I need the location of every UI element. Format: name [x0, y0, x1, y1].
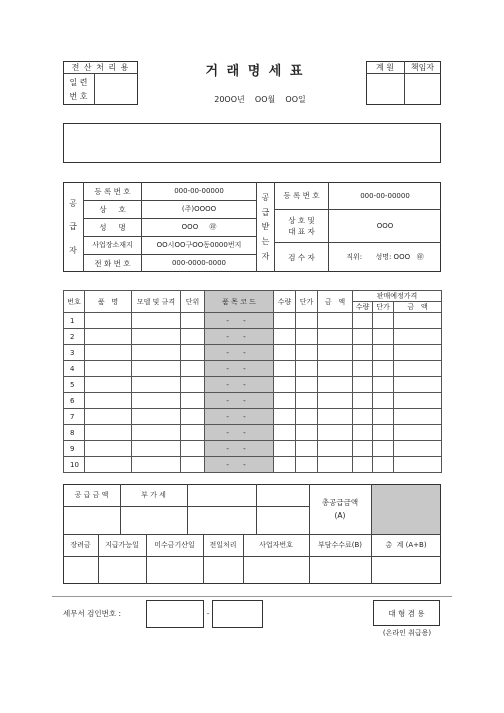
item-name-cell[interactable]	[85, 345, 132, 361]
qty-cell[interactable]	[274, 457, 296, 473]
approval-manager-sign[interactable]	[405, 74, 440, 104]
qty-cell[interactable]	[274, 313, 296, 329]
receiver-reg-value[interactable]: 000-00-00000	[360, 191, 410, 200]
item-name-cell[interactable]	[85, 409, 132, 425]
model-cell[interactable]	[132, 377, 181, 393]
receiver-side-char: 는	[261, 237, 270, 247]
model-cell[interactable]	[132, 313, 181, 329]
price-cell[interactable]	[296, 345, 318, 361]
amount-cell[interactable]	[318, 441, 353, 457]
supply-amount-value[interactable]	[64, 507, 187, 534]
planned-qty-cell[interactable]	[353, 329, 373, 345]
supplier-address-label: 사업장소재지	[92, 241, 133, 249]
header-no: 번호	[64, 291, 85, 313]
serial-number-label: 일 련 번 호	[69, 77, 88, 101]
receiver-side-char: 급	[261, 207, 270, 217]
online-use-label: (온라인 취급용)	[382, 629, 432, 637]
item-code-cell[interactable]: - -	[205, 409, 274, 425]
receiver-side-char: 자	[261, 252, 270, 262]
grand-total-label: 총 계 (A+B)	[385, 541, 427, 549]
item-code-cell[interactable]: - -	[205, 361, 274, 377]
supplier-rep-label: 성 명	[99, 222, 126, 232]
table-row	[64, 457, 442, 473]
price-cell[interactable]	[296, 409, 318, 425]
unit-cell[interactable]	[181, 425, 205, 441]
payable-date-value[interactable]	[99, 557, 146, 584]
planned-qty-cell[interactable]	[353, 377, 373, 393]
header-planned-amount: 금 액	[394, 302, 442, 313]
item-code-cell[interactable]: - -	[205, 329, 274, 345]
tax-office-label: 세무서 검인번호 :	[63, 608, 122, 618]
tax-number-field-2[interactable]	[212, 600, 263, 628]
qty-cell[interactable]	[274, 361, 296, 377]
model-cell[interactable]	[132, 409, 181, 425]
header-planned-unit-price: 단가	[373, 302, 394, 313]
row-number: 5	[64, 377, 85, 393]
item-code-cell[interactable]: - -	[205, 457, 274, 473]
row-number: 1	[64, 313, 85, 329]
receiver-name-value[interactable]: OOO	[376, 221, 394, 230]
planned-price-cell[interactable]	[373, 345, 394, 361]
table-row	[64, 409, 442, 425]
grand-total-value[interactable]	[372, 557, 440, 584]
supplier-side-char: 급	[69, 222, 77, 232]
model-cell[interactable]	[132, 441, 181, 457]
planned-qty-cell[interactable]	[353, 393, 373, 409]
document-title: 거 래 명 세 표	[205, 63, 305, 79]
item-code-cell[interactable]: - -	[205, 313, 274, 329]
item-name-cell[interactable]	[85, 457, 132, 473]
item-name-cell[interactable]	[85, 361, 132, 377]
qty-cell[interactable]	[274, 393, 296, 409]
item-code-cell[interactable]: - -	[205, 377, 274, 393]
model-cell[interactable]	[132, 393, 181, 409]
unit-cell[interactable]	[181, 377, 205, 393]
item-name-cell[interactable]	[85, 329, 132, 345]
header-qty: 수량	[274, 291, 296, 313]
planned-amount-cell[interactable]	[394, 409, 442, 425]
supplier-side-char: 자	[69, 245, 77, 255]
table-row	[64, 377, 442, 393]
header-item-name: 품 명	[85, 291, 132, 313]
header-planned-price: 판매예정가격	[353, 291, 442, 302]
qty-cell[interactable]	[274, 441, 296, 457]
model-cell[interactable]	[132, 457, 181, 473]
model-cell[interactable]	[132, 361, 181, 377]
table-row	[64, 345, 442, 361]
supplier-name-label: 상 호	[99, 204, 126, 214]
table-row	[64, 441, 442, 457]
price-cell[interactable]	[296, 361, 318, 377]
header-planned-qty: 수량	[353, 302, 373, 313]
item-code-cell[interactable]: - -	[205, 345, 274, 361]
supplier-side-char: 공	[69, 199, 77, 209]
amount-cell[interactable]	[318, 313, 353, 329]
tax-number-dash: -	[206, 610, 210, 618]
previous-day-value[interactable]	[204, 557, 243, 584]
unit-cell[interactable]	[181, 329, 205, 345]
supplier-reg-value[interactable]: 000-00-00000	[174, 187, 224, 195]
price-cell[interactable]	[296, 329, 318, 345]
table-row	[64, 361, 442, 377]
planned-qty-cell[interactable]	[353, 425, 373, 441]
header-price: 단가	[296, 291, 318, 313]
computer-use-label: 전 산 처 리 용	[71, 62, 130, 72]
header-item-code: 품 목 코 드	[205, 291, 274, 313]
planned-price-cell[interactable]	[373, 329, 394, 345]
row-number: 7	[64, 409, 85, 425]
receiver-side-char: 받	[261, 222, 270, 232]
supplier-phone-value[interactable]: 000-0000-0000	[171, 259, 227, 267]
header-model: 모델 및 규격	[132, 291, 181, 313]
items-header-row	[64, 291, 442, 302]
planned-qty-cell[interactable]	[353, 441, 373, 457]
table-row	[64, 329, 442, 345]
fee-value[interactable]	[310, 557, 371, 584]
amount-cell[interactable]	[318, 361, 353, 377]
row-number: 6	[64, 393, 85, 409]
table-row	[64, 425, 442, 441]
unit-cell[interactable]	[181, 409, 205, 425]
planned-price-cell[interactable]	[373, 377, 394, 393]
table-row	[64, 393, 442, 409]
planned-amount-cell[interactable]	[394, 345, 442, 361]
incentive-label: 장려금	[70, 541, 91, 549]
planned-price-cell[interactable]	[373, 409, 394, 425]
supplier-reg-label: 등 록 번 호	[94, 186, 131, 196]
planned-amount-cell[interactable]	[394, 313, 442, 329]
tax-number-field-1[interactable]	[146, 600, 204, 628]
planned-amount-cell[interactable]	[394, 377, 442, 393]
memo-box[interactable]	[63, 123, 441, 163]
planned-amount-cell[interactable]	[394, 361, 442, 377]
fee-label: 부담수수료(B)	[317, 541, 363, 549]
amount-cell[interactable]	[318, 345, 353, 361]
amount-cell[interactable]	[318, 409, 353, 425]
model-cell[interactable]	[132, 329, 181, 345]
header-unit: 단위	[181, 291, 205, 313]
vat-value[interactable]	[188, 507, 309, 534]
issue-date: 20OO년 OO월 OO일	[214, 94, 306, 104]
planned-amount-cell[interactable]	[394, 329, 442, 345]
items-table	[63, 290, 442, 473]
item-code-cell[interactable]: - -	[205, 425, 274, 441]
planned-amount-cell[interactable]	[394, 441, 442, 457]
supplier-name-value[interactable]: (주)OOOO	[181, 205, 217, 213]
row-number: 4	[64, 361, 85, 377]
business-number-label: 사업자번호	[259, 541, 293, 549]
price-cell[interactable]	[296, 377, 318, 393]
price-cell[interactable]	[296, 425, 318, 441]
amount-cell[interactable]	[318, 377, 353, 393]
planned-price-cell[interactable]	[373, 313, 394, 329]
payable-date-label: 지급가능일	[105, 541, 139, 549]
price-cell[interactable]	[296, 441, 318, 457]
supplier-phone-label: 전 화 번 호	[94, 258, 131, 268]
approval-staff-label: 계 원	[376, 62, 394, 72]
planned-qty-cell[interactable]	[353, 409, 373, 425]
item-name-cell[interactable]	[85, 313, 132, 329]
business-number-value[interactable]	[244, 557, 309, 584]
receiver-side-char: 공	[261, 192, 270, 202]
model-cell[interactable]	[132, 345, 181, 361]
receiver-reg-label: 등 록 번 호	[283, 191, 320, 200]
row-number: 9	[64, 441, 85, 457]
header-amount: 금 액	[318, 291, 353, 313]
combined-use-box: 대 형 겸 용	[373, 600, 440, 626]
item-code-cell[interactable]: - -	[205, 441, 274, 457]
supply-amount-label: 공 급 금 액	[74, 491, 109, 499]
price-cell[interactable]	[296, 457, 318, 473]
supplier-address-value[interactable]: OO시OO구OO동0000번지	[156, 241, 242, 249]
supplier-rep-value[interactable]: OOO ㊞	[181, 223, 217, 231]
price-cell[interactable]	[296, 393, 318, 409]
row-number: 10	[64, 457, 85, 473]
approval-manager-label: 책임자	[410, 62, 435, 72]
qty-cell[interactable]	[274, 409, 296, 425]
amount-cell[interactable]	[318, 425, 353, 441]
planned-amount-cell[interactable]	[394, 393, 442, 409]
receivable-start-value[interactable]	[147, 557, 203, 584]
approval-staff-sign[interactable]	[367, 74, 403, 104]
unit-cell[interactable]	[181, 361, 205, 377]
model-cell[interactable]	[132, 425, 181, 441]
serial-number-field[interactable]	[95, 74, 137, 104]
previous-day-label: 전일처리	[209, 541, 237, 549]
planned-price-cell[interactable]	[373, 441, 394, 457]
item-code-cell[interactable]: - -	[205, 393, 274, 409]
planned-qty-cell[interactable]	[353, 345, 373, 361]
receiver-name-label: 상 호 및 대 표 자	[288, 215, 315, 236]
unit-cell[interactable]	[181, 393, 205, 409]
planned-qty-cell[interactable]	[353, 361, 373, 377]
item-name-cell[interactable]	[85, 377, 132, 393]
row-number: 2	[64, 329, 85, 345]
planned-price-cell[interactable]	[373, 425, 394, 441]
qty-cell[interactable]	[274, 377, 296, 393]
unit-cell[interactable]	[181, 457, 205, 473]
supplier-side-label	[63, 182, 83, 272]
receivable-start-label: 미수금기산일	[154, 541, 195, 549]
receiver-side-label	[257, 182, 274, 272]
qty-cell[interactable]	[274, 345, 296, 361]
amount-cell[interactable]	[318, 393, 353, 409]
receiver-inspector-label: 검 수 자	[288, 252, 315, 262]
qty-cell[interactable]	[274, 329, 296, 345]
item-name-cell[interactable]	[85, 425, 132, 441]
total-supply-label: 총공급금액 (A)	[321, 498, 359, 520]
unit-cell[interactable]	[181, 441, 205, 457]
planned-price-cell[interactable]	[373, 457, 394, 473]
price-cell[interactable]	[296, 313, 318, 329]
item-name-cell[interactable]	[85, 441, 132, 457]
planned-qty-cell[interactable]	[353, 313, 373, 329]
amount-cell[interactable]	[318, 329, 353, 345]
unit-cell[interactable]	[181, 345, 205, 361]
item-name-cell[interactable]	[85, 393, 132, 409]
planned-price-cell[interactable]	[373, 361, 394, 377]
footer-divider	[52, 596, 452, 597]
amount-cell[interactable]	[318, 457, 353, 473]
planned-qty-cell[interactable]	[353, 457, 373, 473]
qty-cell[interactable]	[274, 425, 296, 441]
planned-amount-cell[interactable]	[394, 425, 442, 441]
planned-amount-cell[interactable]	[394, 457, 442, 473]
incentive-value[interactable]	[64, 557, 98, 584]
vat-label: 부 가 세	[141, 491, 166, 499]
row-number: 8	[64, 425, 85, 441]
row-number: 3	[64, 345, 85, 361]
receiver-inspector-value[interactable]: 직위: 성명: OOO ㊞	[346, 253, 424, 261]
unit-cell[interactable]	[181, 313, 205, 329]
total-shaded-cell	[372, 485, 440, 534]
table-row	[64, 313, 442, 329]
planned-price-cell[interactable]	[373, 393, 394, 409]
